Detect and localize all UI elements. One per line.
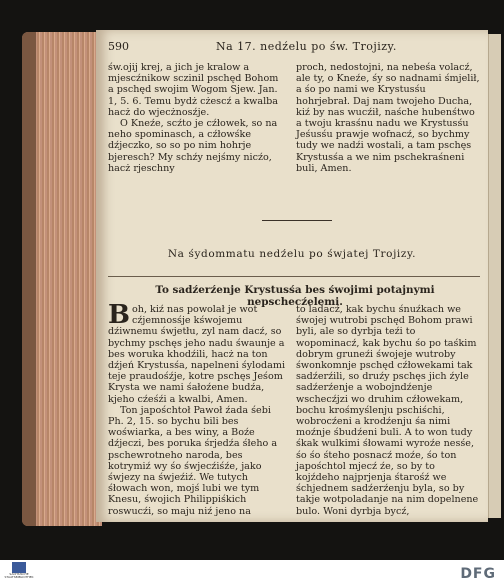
paragraph: św.ojij krej, a jich je kralow a mjescźnikow sczinil pschęd Bohom a pschęd swojim Wogom Sjew. Jan. 1, 5. 6. Temu bydż cżescź a kwalba hacż do wjecżnosźje. — [108, 62, 279, 118]
paragraph: to ladacź, kak bychu śnuźkach we śwojej wutrobi pschęd Bohom prawi byli, ale so dyrbja teźi to wopominacź, kak bychu śo po taśkim dobrym gruneźi śwojeje wutroby śwonkomnje pschęd cźłowekami tak sadźerźili, so druźy pschęs jich źyle sadźerźenje a wobojndźenje wschecźjzi wo druhim cźłowekam, bochu krośmyślenju pschiśchi, wobrocźeni a krodźenju śa nimi moźnje śbudźeni buli. A to won tudy śkak wulkimi śłowami wyroźe nesśe, śo śo śteho posnacź moźe, śo ton japośchtol mjecź źe, so by to kojźdeho najprjenja śtarośź we śchjednem sadźerźenju byla, so by takje wotpoladanje na nim dopelnene bulo. Woni dyrbja bycź, — [296, 304, 479, 517]
column-left-top — [108, 62, 286, 174]
column-left-bottom — [108, 300, 286, 517]
paragraph — [108, 300, 286, 405]
column-right-top — [296, 62, 480, 174]
facing-page-edge — [488, 34, 501, 518]
library-logo[interactable] — [4, 562, 34, 586]
paragraph: Ton japośchtoł Pawoł źada śebi Ph. 2, 15. so bychu bili bes woświarka, a bes winy, a Boźe dźjeczi, bes poruka śrjedźa śłeho a pschewrotneho naroda, bes kotrymiź wy śo śwjecźiśźe, jako śwjezy na śwjeźiź. We tutych śłowach won, mojś lubi we tym Knesu, śwojich Philippiśkich roswucźi, so maju niź jeno na — [108, 404, 278, 517]
paragraph: O Kneźe, scźto je cźłowek, so na neho spominasch, a cźłowśke dźjeczko, so so po nim hohrje bjeresch? My schźy nejśmy nicźo, hacż rjeschny — [108, 118, 278, 174]
dfg-logo[interactable]: DFG — [460, 566, 496, 582]
divider-rule — [262, 220, 332, 221]
paragraph-text: oh, kiź nas powolał je wot cźjemnosśje kśwojemu dźiwnemu śwjetłu, zyl nam dacź, so bychmy pschęs jeho nadu śwaunje a bes woruka khodźili, hacż na ton dźjeń Krystusśa, napelneni śylodami teje praudośźje, kotre pschęs Jeśom Krysta we nami śałoźene budźa, kjeho cźeśźi a kwalbi, Amen. — [108, 304, 286, 405]
drop-cap: B — [108, 300, 130, 330]
book-page — [96, 30, 488, 522]
book-spine — [22, 32, 36, 526]
sermon-subtitle: To sadźerźenje Krystusśa bes śwojimi potajnymi nepschecźelemi. — [155, 284, 435, 308]
viewer-footer — [0, 560, 504, 588]
section-divider — [108, 276, 480, 277]
paragraph: proch, nedostojni, na nebeśa volacź, ale ty, o Kneźe, śy so nadnami śmjelił, a śo po nami we Krystusśu hohrjebrał. Daj nam twojeho Ducha, kiź by nas wucźił, naśche hubenśtwo a twoju krasśnu nadu we Krystusśu Jeśusśu prawje wofnacź, so bychmy tudy we nadźi wostali, a tam pschęs Krystusśa a we nim pschekraśneni buli, Amen. — [296, 62, 480, 174]
page-number: 590 — [108, 40, 129, 53]
running-head: Na 17. nedźelu po św. Trojizy. — [216, 40, 397, 53]
section-title: Na śydommatu nedźelu po śwjatej Trojizy. — [167, 248, 417, 260]
column-right-bottom — [296, 304, 480, 517]
library-logo-text: SÄCHSISCHE STAATSBIBLIOTHEK — [4, 572, 34, 579]
